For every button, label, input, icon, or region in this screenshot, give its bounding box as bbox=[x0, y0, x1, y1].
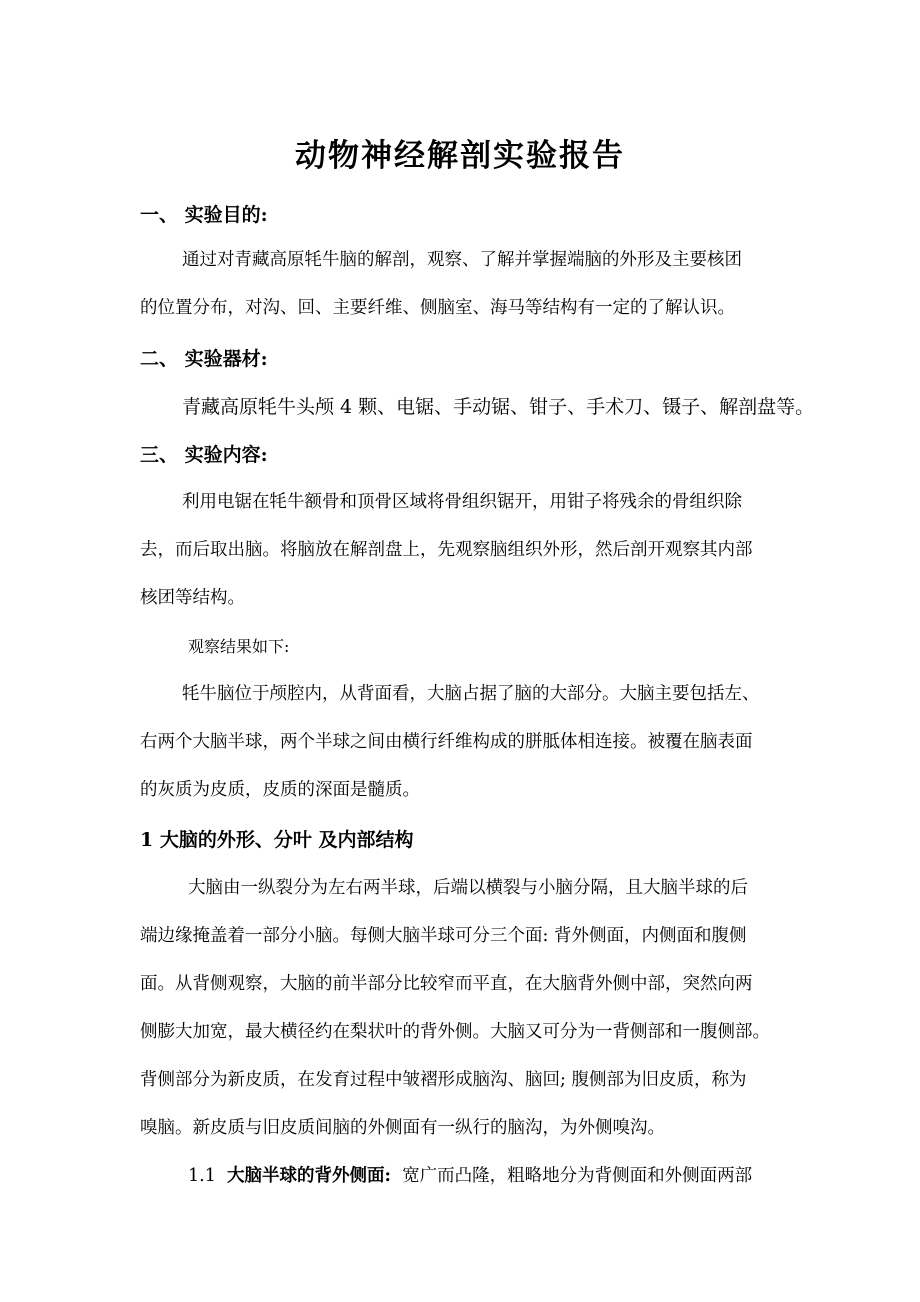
paragraph-line: 右两个大脑半球，两个半球之间由横行纤维构成的胼胝体相连接。被覆在脑表面 bbox=[140, 732, 753, 752]
subsection-heading: 大脑半球的背外侧面: bbox=[226, 1166, 391, 1186]
subsection-line bbox=[188, 1162, 752, 1187]
paragraph-line: 青藏高原牦牛头颅 4 颗、电锯、手动锯、钳子、手术刀、镊子、解剖盘等。 bbox=[182, 396, 815, 418]
paragraph-line: 观察结果如下: bbox=[188, 637, 290, 656]
paragraph-line: 的灰质为皮质，皮质的深面是髓质。 bbox=[140, 780, 420, 800]
paragraph-line: 牦牛脑位于颅腔内，从背面看，大脑占据了脑的大部分。大脑主要包括左、 bbox=[182, 684, 760, 704]
paragraph-line: 利用电锯在牦牛额骨和顶骨区域将骨组织锯开，用钳子将残余的骨组织除 bbox=[182, 492, 742, 512]
paragraph-line: 面。从背侧观察，大脑的前半部分比较窄而平直，在大脑背外侧中部，突然向两 bbox=[140, 974, 753, 994]
paragraph-line: 核团等结构。 bbox=[140, 588, 245, 608]
paragraph-line: 背侧部分为新皮质，在发育过程中皱褶形成脑沟、脑回; 腹侧部为旧皮质，称为 bbox=[140, 1070, 747, 1090]
paragraph-line: 嗅脑。新皮质与旧皮质间脑的外侧面有一纵行的脑沟，为外侧嗅沟。 bbox=[140, 1118, 665, 1138]
subsection-number: 1.1 bbox=[188, 1166, 216, 1186]
section-heading-purpose: 一、 实验目的: bbox=[140, 204, 268, 226]
section-heading-materials: 二、 实验器材: bbox=[140, 348, 268, 370]
paragraph-line: 的位置分布，对沟、回、主要纤维、侧脑室、海马等结构有一定的了解认识。 bbox=[140, 298, 735, 318]
paragraph-line: 端边缘掩盖着一部分小脑。每侧大脑半球可分三个面: 背外侧面，内侧面和腹侧 bbox=[140, 926, 747, 946]
subsection-text: 宽广而凸隆，粗略地分为背侧面和外侧面两部 bbox=[402, 1166, 753, 1186]
paragraph-line: 大脑由一纵裂分为左右两半球，后端以横裂与小脑分隔，且大脑半球的后 bbox=[188, 878, 748, 898]
section-heading-brain-shape: 1 大脑的外形、分叶 及内部结构 bbox=[140, 829, 414, 851]
report-title: 动物神经解剖实验报告 bbox=[295, 138, 625, 174]
paragraph-line: 去，而后取出脑。将脑放在解剖盘上，先观察脑组织外形，然后剖开观察其内部 bbox=[140, 540, 753, 560]
paragraph-line: 通过对青藏高原牦牛脑的解剖，观察、了解并掌握端脑的外形及主要核团 bbox=[182, 250, 742, 270]
section-heading-content: 三、 实验内容: bbox=[140, 444, 268, 466]
paragraph-line: 侧膨大加宽，最大横径约在梨状叶的背外侧。大脑又可分为一背侧部和一腹侧部。 bbox=[140, 1022, 770, 1042]
